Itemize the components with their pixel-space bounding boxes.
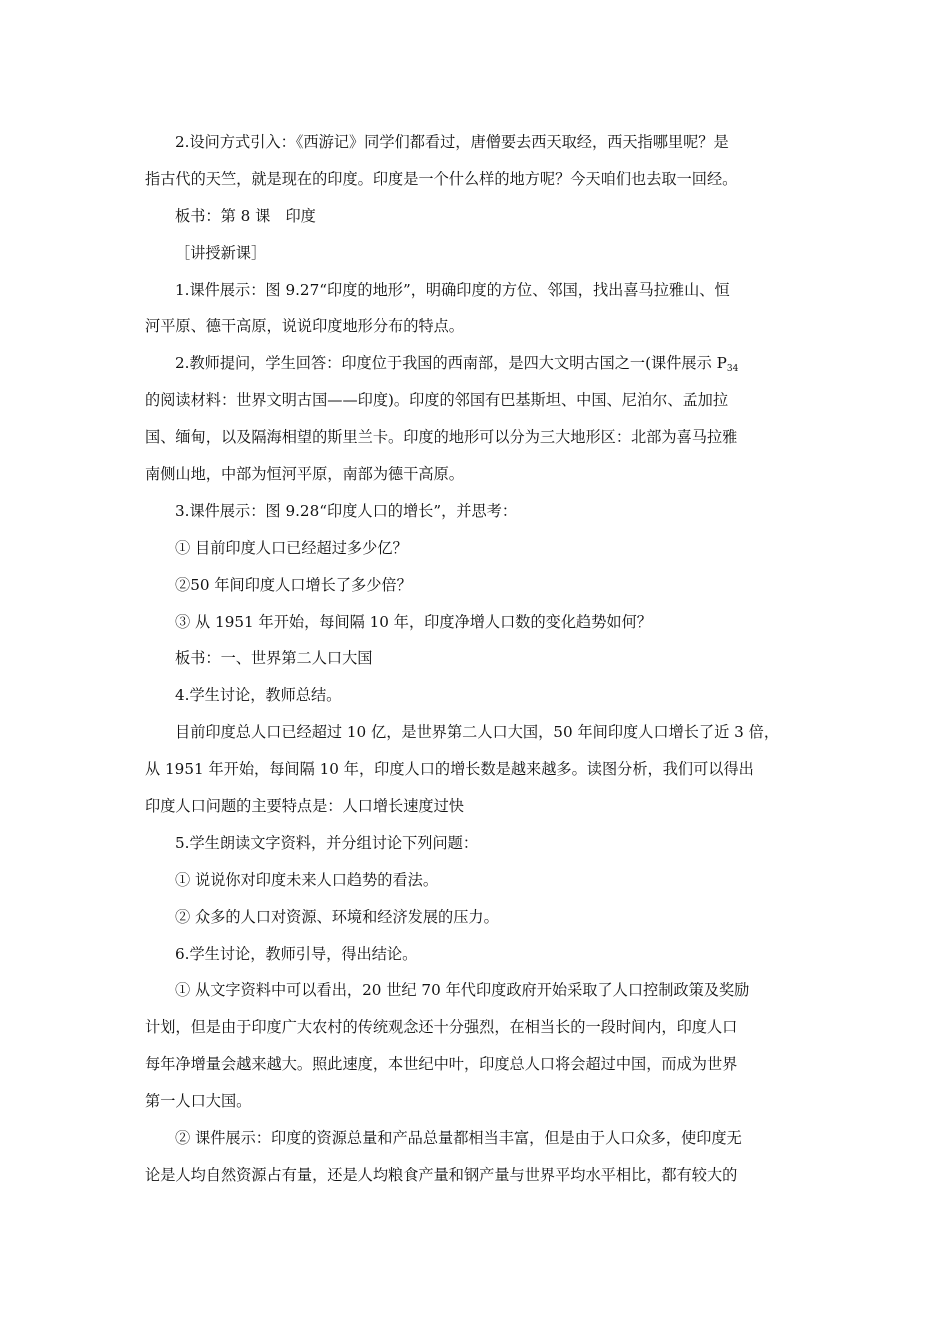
text-line-content: 印度人口问题的主要特点是：人口增长速度过快 (145, 797, 464, 816)
text-line (145, 308, 813, 345)
text-line (145, 530, 813, 567)
text-line (145, 936, 813, 973)
text-line (145, 788, 813, 825)
text-line (145, 1009, 813, 1046)
text-line (145, 677, 813, 714)
text-line (145, 382, 813, 419)
text-line-content: 计划，但是由于印度广大农村的传统观念还十分强烈，在相当长的一段时间内，印度人口 (145, 1018, 738, 1037)
text-line-content: 5.学生朗读文字资料，并分组讨论下列问题： (175, 833, 479, 852)
page-reference-subscript: 34 (726, 364, 739, 375)
text-line-content: 板书：一、世界第二人口大国 (175, 649, 373, 668)
text-line-content: 指古代的天竺，就是现在的印度。印度是一个什么样的地方呢？今天咱们也去取一回经。 (145, 169, 738, 188)
text-line-content: 3.课件展示：图 9.28“印度人口的增长”，并思考： (175, 501, 518, 520)
text-line-content: 2.设问方式引入：《西游记》同学们都看过，唐僧要去西天取经，西天指哪里呢？是 (175, 133, 729, 151)
text-line-content: 从 1951 年开始，每间隔 10 年，印度人口的增长数是越来越多。读图分析，我们可以得出 (145, 760, 754, 779)
text-line (145, 714, 813, 751)
text-line (145, 567, 813, 604)
text-line-content: ② 众多的人口对资源、环境和经济发展的压力。 (175, 907, 499, 926)
text-line-content: ① 说说你对印度未来人口趋势的看法。 (175, 870, 439, 889)
text-line (145, 862, 813, 899)
text-line (145, 124, 813, 161)
text-line (145, 825, 813, 862)
text-line-content: 4.学生讨论，教师总结。 (175, 686, 342, 705)
text-line (145, 345, 813, 382)
text-line (145, 972, 813, 1009)
text-line (145, 456, 813, 493)
text-line-content: 板书：第 8 课 印度 (175, 206, 316, 225)
text-line (145, 235, 813, 272)
text-line-content: 的阅读材料：世界文明古国——印度)。印度的邻国有巴基斯坦、中国、尼泊尔、孟加拉 (145, 391, 729, 410)
text-line (145, 604, 813, 641)
text-line-content: 国、缅甸，以及隔海相望的斯里兰卡。印度的地形可以分为三大地形区：北部为喜马拉雅 (145, 428, 738, 447)
text-line (145, 1157, 813, 1194)
text-line-content: 1.课件展示：图 9.27“印度的地形”，明确印度的方位、邻国，找出喜马拉雅山、恒 (175, 280, 730, 299)
text-line (145, 899, 813, 936)
text-line (145, 161, 813, 198)
text-line (145, 198, 813, 235)
text-line-content: 目前印度总人口已经超过 10 亿，是世界第二人口大国，50 年间印度人口增长了近 3 倍， (175, 723, 780, 742)
text-line-content: ③ 从 1951 年开始，每间隔 10 年，印度净增人口数的变化趋势如何？ (175, 612, 652, 631)
text-line (145, 1120, 813, 1157)
text-line-content: ① 目前印度人口已经超过多少亿？ (175, 538, 408, 557)
text-line-content: ②50 年间印度人口增长了多少倍？ (175, 575, 412, 594)
text-line (145, 751, 813, 788)
text-line (145, 1046, 813, 1083)
text-line-content: 第一人口大国。 (145, 1092, 252, 1111)
text-line-content: 2.教师提问，学生回答：印度位于我国的西南部，是四大文明古国之一(课件展示 P (175, 354, 727, 373)
text-line-content: ① 从文字资料中可以看出，20 世纪 70 年代印度政府开始采取了人口控制政策及奖励 (175, 981, 750, 1000)
text-line (145, 493, 813, 530)
text-line (145, 272, 813, 309)
text-line (145, 419, 813, 456)
text-line (145, 640, 813, 677)
text-line (145, 1083, 813, 1120)
text-line-content: 南侧山地，中部为恒河平原，南部为德干高原。 (145, 465, 464, 484)
document-body (145, 124, 813, 1194)
text-line-content: 每年净增量会越来越大。照此速度，本世纪中叶，印度总人口将会超过中国，而成为世界 (145, 1055, 738, 1074)
text-line-content: 6.学生讨论，教师引导，得出结论。 (175, 944, 418, 963)
text-line-content: 论是人均自然资源占有量，还是人均粮食产量和钢产量与世界平均水平相比，都有较大的 (145, 1165, 738, 1184)
text-line-content: 河平原、德干高原，说说印度地形分布的特点。 (145, 317, 464, 336)
text-line-content: ［讲授新课］ (175, 243, 267, 262)
text-line-content: ② 课件展示：印度的资源总量和产品总量都相当丰富，但是由于人口众多，使印度无 (175, 1129, 742, 1148)
